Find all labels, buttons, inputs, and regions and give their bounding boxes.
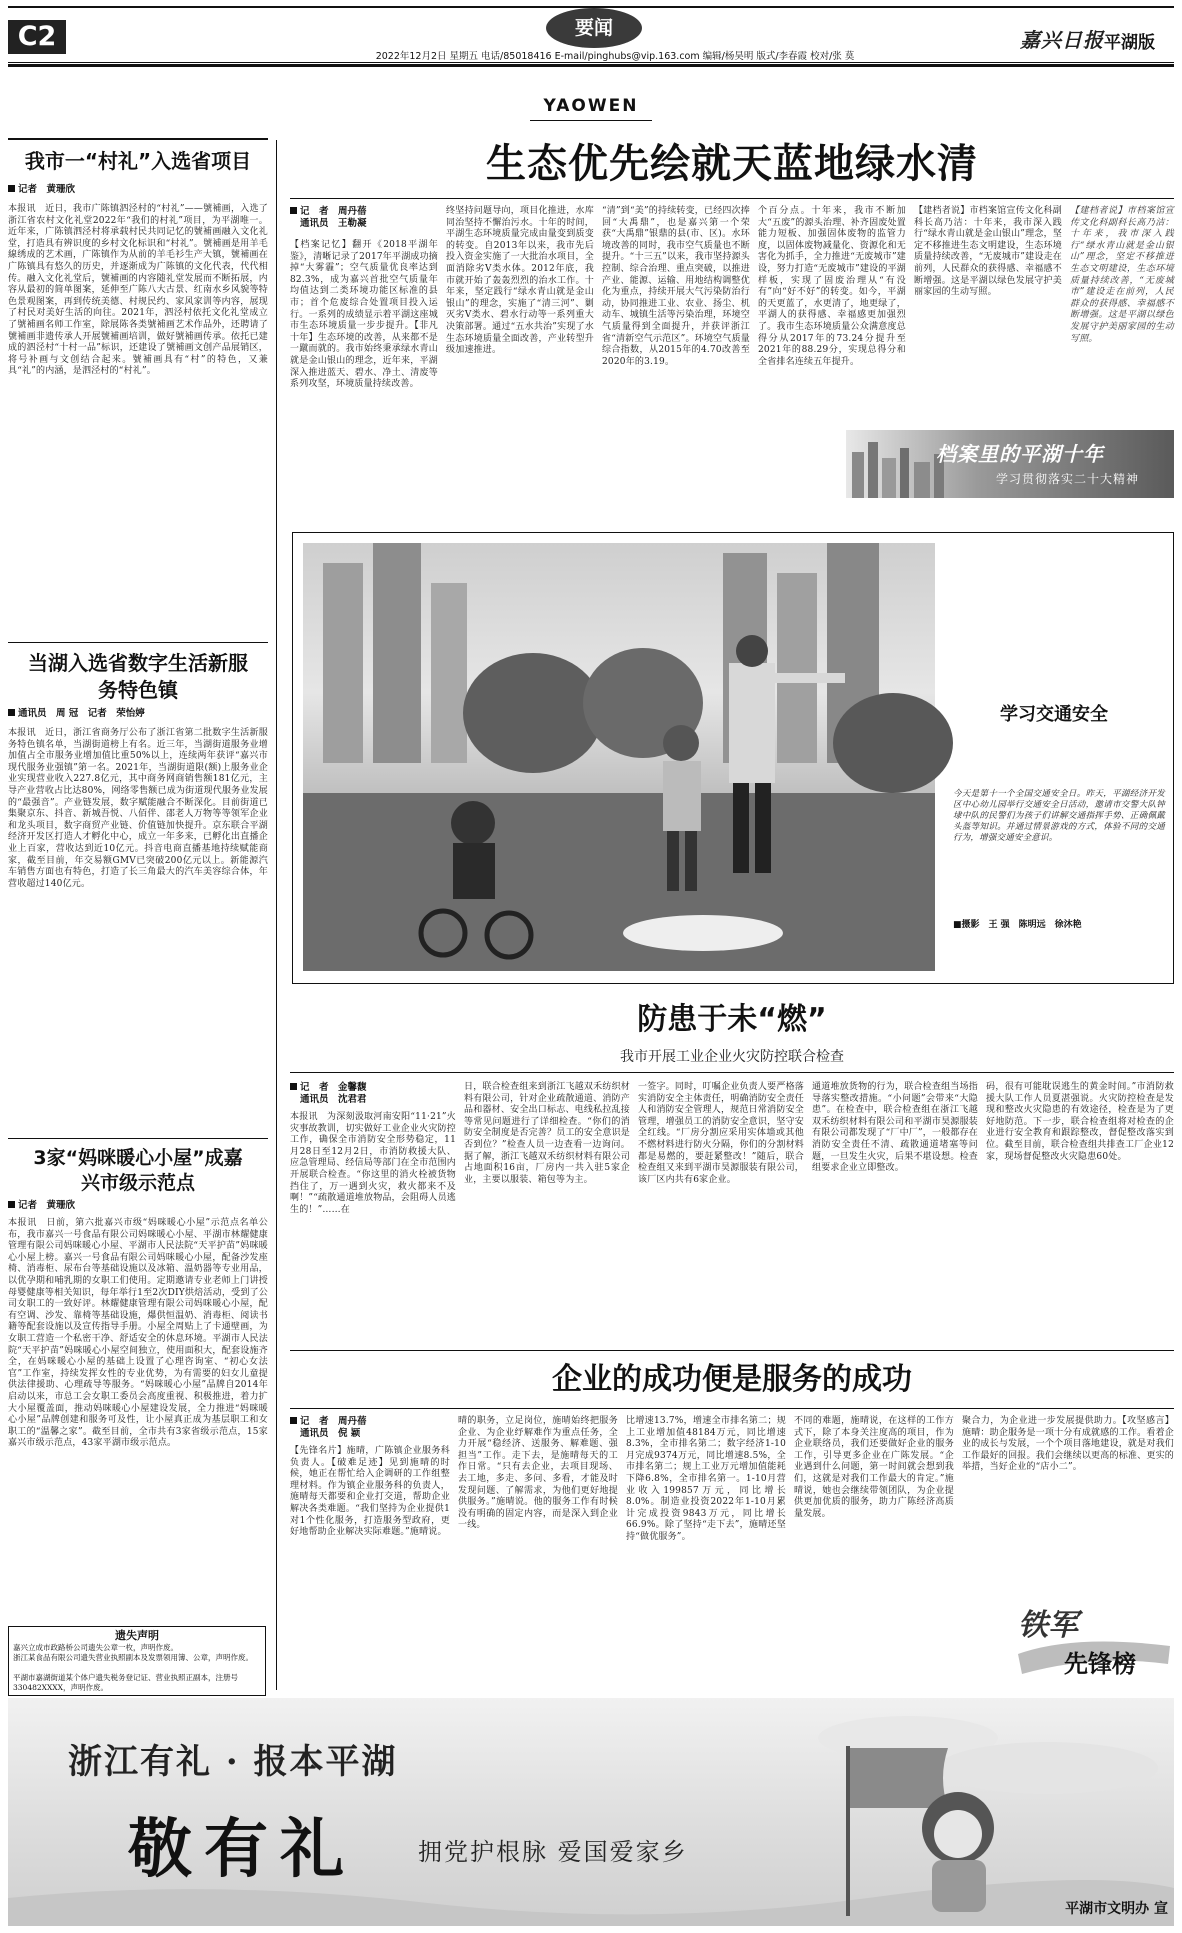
banner-slogan: 拥党护根脉 爱国爱家乡	[418, 1838, 688, 1866]
notice-item: 嘉兴立成市政路桥公司遗失公章一枚，声明作废。	[13, 1643, 178, 1652]
byline-marker	[290, 207, 297, 214]
photo-scene	[303, 543, 935, 971]
feature-title: 生态优先绘就天蓝地绿水清	[486, 141, 978, 187]
byline-correspondent: 通讯员 倪 颖	[300, 1428, 361, 1439]
photo-credit: ■摄影 王 强 陈明远 徐沐艳	[953, 920, 1082, 930]
byline-text: 记 者 周丹蓓	[300, 206, 367, 217]
fire-rule	[290, 1072, 1174, 1073]
byline-marker	[8, 709, 15, 716]
paper-brand: 嘉兴日报	[1020, 28, 1104, 52]
byline-marker	[8, 185, 15, 192]
photo-caption-title: 学习交通安全	[1000, 704, 1108, 725]
edition-label: 平湖版	[1104, 33, 1155, 53]
byline-text: 通讯员 周 冠 记者 荣怡婷	[18, 708, 145, 719]
feature-archive-comment	[1070, 206, 1174, 436]
byline-marker	[290, 1417, 297, 1424]
notice-item: 平湖市嘉湖街道某个体户遗失税务登记证、营业执照正副本，注册号330482XXXX，声明作废。	[13, 1673, 238, 1692]
archive-promo-banner	[846, 430, 1174, 498]
feature-column: 【档案记忆】翻开《2018平湖年鉴》，清晰记录了2017年平湖成功摘掉“大雾霾”；空气质量优良率达到82.3%，成为嘉兴首批空气质量年均值达到二类环境功能区标准的县市；首个危废综合处置项目投入运行。一系列的成绩显示着平湖这座城市生态环境质量一步步提升。【非凡十年】生态环境的改善，从来都不是一蹴而就的。我市始终秉承绿水青山就是金山银山的理念，近年来，平湖深入推进蓝天、碧水、净土、清废等系列攻坚，环境质量持续改善。	[290, 240, 439, 390]
byline-text: 记者 黄珊欣	[18, 1200, 76, 1211]
left-column	[8, 138, 268, 1698]
photo-news-box	[292, 532, 1174, 984]
feature-column: “清”到“美”的持续转变，已经四次捧回“大禹鼎”，也是嘉兴第一个荣获“大禹鼎”银鼎的县(市、区)。水环境改善的同时，我市空气质量也不断提升。“十三五”以来，我市坚持源头控制、综合治理、重点突破，以推进产业、能源、运输、用地结构调整优化为重点，持续开展大气污染防治行动，协同推进工业、农业、扬尘、机动车、城镇生活等污染治理，环境空气质量得到全面提升，并获评浙江省“清新空气示范区”。环境空气质量综合指数，从2015年的4.70改善至2020年的3.19。	[602, 206, 751, 367]
traffic-safety-photo	[303, 543, 935, 971]
banner-big-text: 敬有礼	[128, 1812, 356, 1887]
badge-bottom-text: 先锋榜	[1064, 1649, 1136, 1678]
badge-top-text: 铁军	[1018, 1608, 1078, 1643]
enterprise-rule	[290, 1408, 1174, 1409]
article-rule	[8, 138, 268, 140]
feature-rule	[290, 198, 1174, 199]
masthead-rule-2	[8, 64, 1174, 67]
feature-byline	[290, 206, 420, 230]
info-line: 2022年12月2日 星期五 电话/85018416 E-mail/pinghubs@vip.163.com 编辑/杨昊明 版式/李春霞 校对/张 莫	[375, 51, 855, 62]
byline-text: 记者 黄珊欣	[18, 184, 76, 195]
enterprise-byline	[290, 1416, 420, 1440]
byline-text: 记 者 金馨馥	[300, 1082, 367, 1093]
fire-safety-article	[290, 990, 1174, 1350]
archive-comment-text: 【建档者说】市档案馆宣传文化科副科长高乃洁：十年来，我市深入践行“绿水青山就是金山银山”理念，坚定不移推进生态文明建设，生态环境质量持续改善，“无废城市”建设走在前列，人民群众的获得感、幸福感不断增强。这是平湖以绿色发展守护美丽家园的生动写照。	[1070, 206, 1174, 344]
article-body: 本报讯 日前，第六批嘉兴市级“妈咪暖心小屋”示范点名单公布，我市嘉兴一号食品有限公司妈咪暖心小屋、平湖市林耀健康管理有限公司妈咪暖心小屋、平湖市人民法院“天平护苗”妈咪暖心小屋上榜。嘉兴一号食品有限公司妈咪暖心小屋，配备沙发座椅、消毒柜、尿布台等基础设施以及冰箱、温奶器等专业用品，以优孕期和哺乳期的女职工们使用。定期邀请专业老师上门讲授母婴健康等相关知识，每年举行1至2次DIY烘焙活动，受到了公司女职工的一致好评。林耀健康管理有限公司妈咪暖心小屋，配有空调、沙发、靠椅等基础设施，爆供恒温奶、消毒柜、阅读书籍等配套设施以及宣传指导手册。小屋全周贴上了卡通壁画，为女职工营造一个私密干净、舒适安全的休息环境。平湖市人民法院“天平护苗”妈咪暖心小屋空间独立，使用面积大，配套设施齐全，在妈咪暖心小屋的基础上设置了心理咨询室、“初心女法官”工作室，持续发挥女性的专业优势，为有需要的妇女儿童提供法律援助、心理疏导等服务。“妈咪暖心小屋”品牌自2014年启动以来，市总工会女职工委员会高度重视、积极推进，着力扩大小屋覆盖面，推动妈咪暖心小屋建设发展，全力推进“妈咪暖心小屋”品牌创建和服务可及性，让小屋真正成为基层职工和女职工的“温馨之家”。截至目前，全市共有3家省级示范点，15家嘉兴市级示范点，43家平湖市级示范点。	[8, 1218, 268, 1449]
article-byline	[8, 184, 268, 196]
fire-column: 一签字。同时，叮嘱企业负责人要严格落实消防安全主体责任，明确消防安全责任人和消防安全管理人，规范日常消防安全管理，增强员工的消防安全意识，坚守安全红线。“厂房分割应采用实体墙或其他不燃材料进行防火分隔，你们的分割材料都是易燃的，要赶紧整改！”随后，联合检查组又来到平湖市昊源服装有限公司，该厂区内共有6家企业。	[638, 1082, 804, 1185]
feature-column: 【建档者说】市档案馆宣传文化科副科长高乃洁：十年来，我市深入践行“绿水青山就是金山银山”理念，坚定不移推进生态文明建设，生态环境质量持续改善，“无废城市”建设走在前列，人民群众的获得感、幸福感不断增强。这是平湖以绿色发展守护美丽家园的生动写照。	[914, 206, 1062, 298]
article-title: 我市一“村礼”入选省项目	[24, 149, 252, 173]
notice-title: 遗失声明	[115, 1629, 159, 1642]
promo-subtitle: 学习贯彻落实二十大精神	[996, 472, 1140, 486]
masthead-rule	[8, 62, 1174, 63]
section-badge: 要闻	[546, 8, 642, 48]
byline-correspondent: 通讯员 王勒凝	[300, 218, 367, 229]
banner-credit: 平湖市文明办 宣	[1065, 1901, 1168, 1917]
lost-notice-box	[8, 1626, 266, 1696]
enterprise-title: 企业的成功便是服务的成功	[552, 1362, 912, 1397]
byline-correspondent: 通讯员 沈君君	[300, 1094, 367, 1105]
fire-column: 通道堆放货物的行为，联合检查组当场指导落实整改措施。“小问题”会带来“大隐患”。在检查中，联合检查组在浙江飞越双禾纺织材料有限公司和平湖市昊源服装有限公司都发现了“厂中厂”，一般都存在消防安全责任不清、疏散通道堵塞等问题，一旦发生火灾，后果不堪设想。检查组要求企业立即整改。	[812, 1082, 979, 1174]
enterprise-column: 聚合力，为企业进一步发展提供助力。【攻坚感言】施晴：助企服务是一项十分有成就感的工作。看着企业的成长与发展，一个个项目落地建设，就是对我们工作最好的回报。我们会继续以更高的标准、更实的举措，当好企业的“店小二”。	[962, 1416, 1174, 1473]
byline-reporter	[290, 206, 420, 218]
article-rule	[8, 642, 268, 643]
article-title: 3家“妈咪暖心小屋”成嘉兴市级示范点	[33, 1147, 243, 1194]
article-body: 本报讯 近日，浙江省商务厅公布了浙江省第二批数字生活新服务特色镇名单，当湖街道榜上有名。近三年，当湖街道服务业增加值占全市服务业增加值比重50%以上，连续两年获评“嘉兴市现代服务业强镇”第一名。2021年，当湖街道限(额)上服务业企业实现营业收入227.8亿元，其中商务网商销售额181亿元，主导产业营收占比达80%，网络零售额已成为街道现代服务业发展的“最强音”。产业链发展，数字赋能融合不断深化。目前街道已集聚京东、抖音、新城吾悦、八佰伴、邵老人万物等等领军企业和龙头项目，数字商贸产业链、价值链加快提升。京东联合平湖经济开发区打造人才孵化中心，成立一年多来，已孵化出直播企业上百家，营收达到近10亿元。抖音电商直播基地持续赋能商家，截至目前，年交易额GMV已突破200亿元以上。新能源汽车销售方面也有特色，打造了长三角最大的汽车美容综合体，年营收超过140亿元。	[8, 728, 268, 889]
promo-title: 档案里的平湖十年	[936, 442, 1104, 466]
byline-marker	[8, 1201, 15, 1208]
section-en-label: YAOWEN	[543, 96, 639, 116]
enterprise-column: 不同的难题，施晴说，在这样的工作方式下，除了本身关注度高的项目，作为企业联络员，我们还要做好企业的服务工作，引导更多企业在广陈发展。“企业遇到什么问题，第一时间就会想到我们，这就是对我们工作最大的肯定。”施晴说，她也会继续带领团队，为企业提供更加优质的服务，助力广陈经济高质量发展。	[794, 1416, 954, 1519]
civility-banner	[8, 1698, 1174, 1926]
byline-text: 记 者 周丹蓓	[300, 1416, 367, 1427]
feature-column: 终坚持问题导向，项目化推进，水库同治坚持不懈治污水。十年的时间，平湖生态环境质量完成由量变到质变的转变。自2013年以来，我市先后投入资金实施了一大批治水项目，全面消除劣Ⅴ类水体。2012年底，我市就开始了轰轰烈烈的治水工作。十年来，坚定践行“绿水青山就是金山银山”的理念，实施了“清三河”、剿灭劣Ⅴ类水、碧水行动等一系列重大决策部署。通过“五水共治”实现了水生态环境质量全面改善，产业转型升级加速推进。	[446, 206, 594, 356]
byline-marker	[290, 1083, 297, 1090]
page-number: C2	[8, 20, 66, 54]
notice-item: 浙江某食品有限公司遗失营业执照副本及发票领用簿、公章，声明作废。	[13, 1653, 253, 1662]
mascot-with-flag-graphic	[828, 1738, 1028, 1918]
enterprise-top-rule	[290, 1350, 1174, 1351]
left-column-separator	[276, 140, 277, 1690]
enterprise-column: 比增速13.7%，增速全市排名第二；规上工业增加值48184万元，同比增速8.3%，全市排名第二；数字经济1-10月完成9374万元，同比增速8.5%，全市排名第二；规上工业万元增加值能耗下降6.8%，全市排名第一。1-10月营业收入199857万元，同比增长8.0%。制造业投资2022年1-10月累计完成投资9843万元，同比增长66.9%。除了坚持“走下去”，施晴还坚持“做优服务”。	[626, 1416, 786, 1542]
fire-subtitle: 我市开展工业企业火灾防控联合检查	[620, 1049, 844, 1065]
masthead	[0, 0, 1182, 62]
article-rule	[8, 1138, 268, 1139]
fire-column: 码，很有可能耽误逃生的黄金时间。”市消防救援大队工作人员夏湛强说。火灾防控检查是发现和整改火灾隐患的有效途径，检查是为了更好地防范。下一步，联合检查组将对检查的企业进行安全教育和跟踪整改，督促整改落实到位。截至目前，联合检查组共排查工厂企业12家，现场督促整改火灾隐患60处。	[986, 1082, 1174, 1162]
fire-column: 日，联合检查组来到浙江飞越双禾纺织材料有限公司，针对企业疏散通道、消防产品和器材、安全出口标志、电线私拉乱接等常见问题进行了详细检查。“你们的消防安全制度是否完善？员工的安全意识是否到位？”检查人员一边查看一边询问。据了解，浙江飞越双禾纺织材料有限公司占地面积16亩，厂房内一共入驻5家企业，主要以服装、箱包等为主。	[464, 1082, 630, 1185]
photo-caption-text: 今天是第十一个全国交通安全日。昨天，平湖经济开发区中心幼儿园举行交通安全日活动，邀请市交警大队钟埭中队的民警们为孩子们讲解交通指挥手势、正确佩戴头盔等知识。并通过情景游戏的方式，体验不同的交通行为，增强交通安全意识。	[953, 789, 1165, 843]
enterprise-column: 晴的职务，立足岗位，施晴始终把服务企业、为企业纾解难作为重点任务，全力开展“稳经济、送服务、解难题、强担当”工作。走下去，是施晴每天的工作日常。“只有去企业，去项目现场、去工地，多走、多问、多看，才能及时发现问题、了解需求，为他们更好地提供服务。”施晴说。他的服务工作有时候没有明确的固定内容，而是深入到企业一线。	[458, 1416, 618, 1531]
article-title: 当湖入选省数字生活新服务特色镇	[28, 651, 248, 702]
feature-article	[290, 130, 1174, 530]
banner-line1: 浙江有礼 · 报本平湖	[68, 1742, 398, 1782]
byline-reporter	[290, 1082, 420, 1094]
pioneer-badge	[1014, 1594, 1174, 1686]
feature-column: 个百分点。十年来，我市不断加大“五废”的源头治理、补齐固废处置能力短板、加强固体废物的监管力度，以固体废物减量化、资源化和无害化为抓手，全力推进“无废城市”建设，努力打造“无废城市”建设的平湖样板，实现了固废治理从“有没有”向“好不好”的转变。如今，平湖的天更蓝了，水更清了，地更绿了，平湖人的获得感、幸福感更加强烈了。我市生态环境质量公众满意度总得分从2017年的73.24分提升至2021年的88.29分，实现总得分和全省排名连续五年提升。	[758, 206, 906, 367]
fire-byline	[290, 1082, 420, 1106]
section-en-rule	[530, 120, 652, 121]
enterprise-column: 【先锋名片】施晴，广陈镇企业服务科负责人。【破难足迹】见到施晴的时候，她正在帮忙给入企调研的工作组整理材料。作为镇企业服务科的负责人，施晴每天都要和企业打交道，帮助企业解决各类难题。“我们坚持为企业提供1对1个性化服务，打造服务型政府，更好地帮助企业解决实际难题。”施晴说。	[290, 1446, 450, 1538]
fire-column: 本报讯 为深刻汲取河南安阳“11·21”火灾事故教训，切实做好工业企业火灾防控工作，确保全市消防安全形势稳定，11月28日至12月2日，市消防救援大队、应急管理局、经信局等部门在全市范围内开展联合检查。“你这里的消火栓被货物挡住了，万一遇到火灾，救火都来不及啊！”“疏散通道堆放物品，会阻碍人员逃生的！”……在	[290, 1112, 457, 1215]
fire-title: 防患于未“燃”	[637, 1002, 827, 1037]
byline-reporter	[290, 1416, 420, 1428]
article-byline	[8, 1200, 268, 1212]
article-byline	[8, 708, 268, 720]
article-body: 本报讯 近日，我市广陈镇泗泾村的“村礼”——號補画，入选了浙江省农村文化礼堂2022年“我们的村礼”项目，为平湖唯一。近年来，广陈镇泗泾村将承载村民共同记忆的號補画融入文化礼堂，打造具有辨识度的乡村文化标识和“村礼”。號補画是用羊毛線绣成的艺术画，广陈镇作为从前的羊毛衫生产大镇，號補画在广陈镇具有悠久的历史，并逐渐成为广陈镇的文化代表，代代相传。融入文化礼堂后，號補画的内容随礼堂发展而不断拓展，内容从最初的简单图案，延伸至广陈八大古景、红南水乡风貌等特色景观图案，再到传统美德、村规民约、家风家训等内容，展现了村民对美好生活的向往。2021年，泗泾村依托文化礼堂成立了號補画名师工作室，除展陈各类號補画艺术作品外，还聘请了號補画非遗传承人开展號補画培训，做好號補画传承。依托已建成的泗泾村“十村一品”标识，还建设了號補画文创产品展销区，将号补画与文创结合起来。號補画具有“村”的特色，又兼具“礼”的内涵，是泗泾村的“村礼”。	[8, 204, 268, 377]
enterprise-article	[290, 1350, 1174, 1695]
